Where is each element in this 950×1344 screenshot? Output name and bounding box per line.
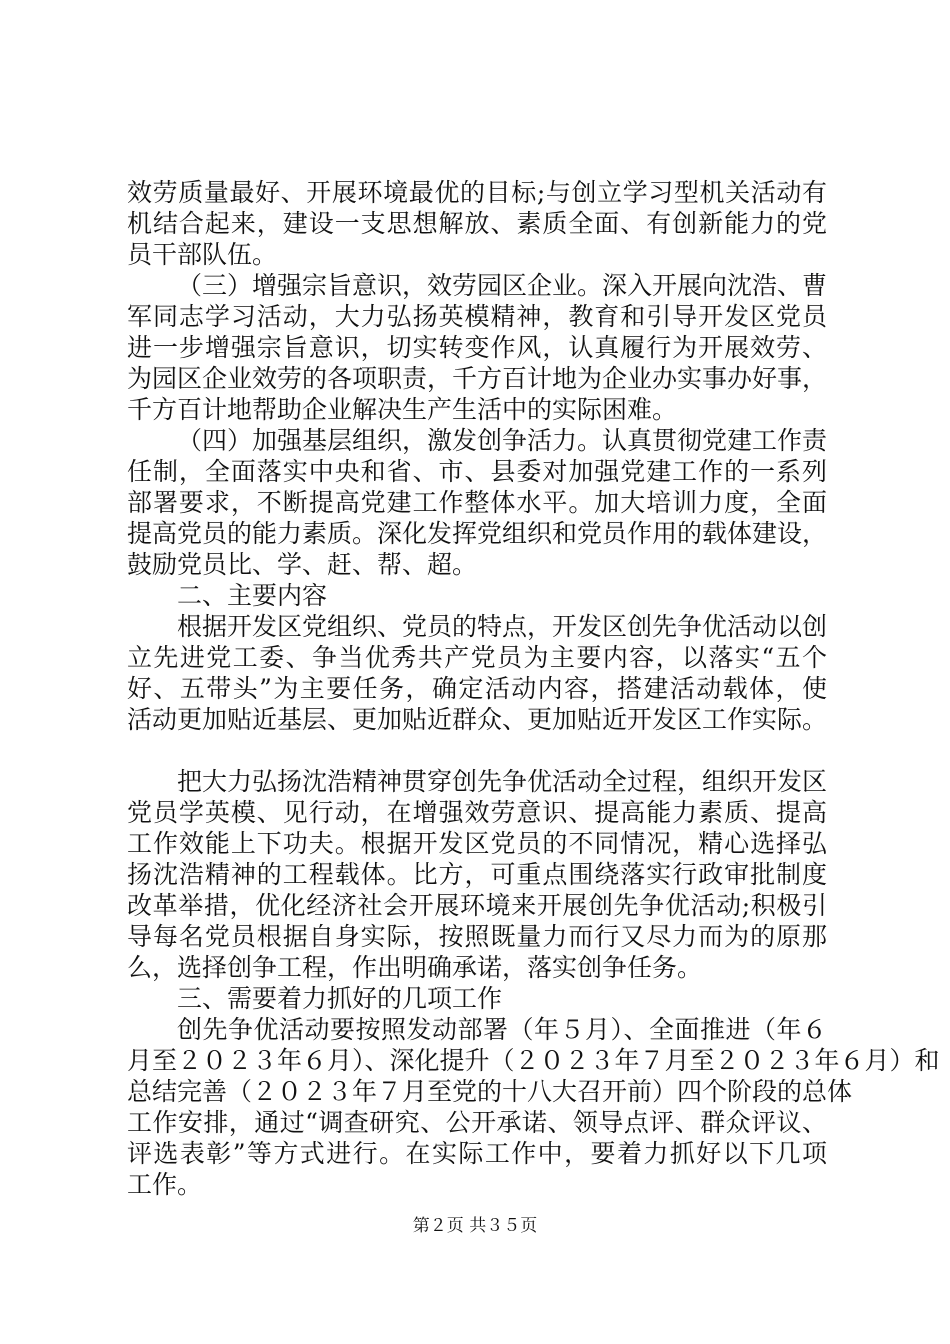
body-line-30: 工作安排，通过“调查研究、公开承诺、领导点评、群众评议、 <box>127 1108 827 1137</box>
body-line-16: 立先进党工委、争当优秀共产党员为主要内容，以落实“五个 <box>127 643 827 672</box>
body-line-21: 工作效能上下功夫。根据开发区党员的不同情况，精心选择弘 <box>127 829 827 858</box>
body-line-2: 机结合起来，建设一支思想解放、素质全面、有创新能力的党 <box>127 209 827 238</box>
body-line-5: 军同志学习活动，大力弘扬英模精神，教育和引导开发区党员 <box>127 302 827 331</box>
body-line-8: 千方百计地帮助企业解决生产生活中的实际困难。 <box>127 395 678 424</box>
body-line-17: 好、五带头”为主要任务，确定活动内容，搭建活动载体，使 <box>127 674 827 703</box>
body-line-31: 评选表彰”等方式进行。在实际工作中，要着力抓好以下几项 <box>127 1139 827 1168</box>
section-four-heading-line: （四）加强基层组织，激发创争活力。认真贯彻党建工作责 <box>177 426 828 455</box>
body-line-22: 扬沈浩精神的工程载体。比方，可重点围绕落实行政审批制度 <box>127 860 827 889</box>
page-footer <box>0 1215 950 1237</box>
body-line-11: 部署要求，不断提高党建工作整体水平。加大培训力度，全面 <box>127 488 827 517</box>
page-number-label: 第２页 共３５页 <box>412 1216 538 1236</box>
body-line-1: 效劳质量最好、开展环境最优的目标;与创立学习型机关活动有 <box>127 178 827 207</box>
body-line-18: 活动更加贴近基层、更加贴近群众、更加贴近开发区工作实际。 <box>127 705 828 734</box>
section-three-heading-line: （三）增强宗旨意识，效劳园区企业。深入开展向沈浩、曹 <box>177 271 828 300</box>
body-line-23: 改革举措，优化经济社会开展环境来开展创先争优活动;积极引 <box>127 891 827 920</box>
body-line-20: 党员学英模、见行动，在增强效劳意识、提高能力素质、提高 <box>127 798 827 827</box>
body-line-13: 鼓励党员比、学、赶、帮、超。 <box>127 550 478 579</box>
body-line-19: 把大力弘扬沈浩精神贯穿创先争优活动全过程，组织开发区 <box>177 767 828 796</box>
body-line-15: 根据开发区党组织、党员的特点，开发区创先争优活动以创 <box>177 612 828 641</box>
body-line-32: 工作。 <box>127 1170 203 1199</box>
body-line-6: 进一步增强宗旨意识，切实转变作风，认真履行为开展效劳、 <box>127 333 827 362</box>
heading-main-content: 二、主要内容 <box>177 581 328 610</box>
body-line-24: 导每名党员根据自身实际，按照既量力而行又尽力而为的原那 <box>127 922 827 951</box>
body-line-25: 么，选择创争工程，作出明确承诺，落实创争任务。 <box>127 953 703 982</box>
body-line-10: 任制，全面落实中央和省、市、县委对加强党建工作的一系列 <box>127 457 827 486</box>
body-line-28: 月至２０２３年６月）、深化提升（２０２３年７月至２０２３年６月）和 <box>127 1046 940 1075</box>
body-line-3: 员干部队伍。 <box>127 240 278 269</box>
body-line-12: 提高党员的能力素质。深化发挥党组织和党员作用的载体建设， <box>127 519 828 548</box>
body-line-27: 创先争优活动要按照发动部署（年５月）、全面推进（年６ <box>177 1015 827 1044</box>
heading-key-tasks: 三、需要着力抓好的几项工作 <box>177 984 503 1013</box>
body-line-29: 总结完善（２０２３年７月至党的十八大召开前）四个阶段的总体 <box>127 1077 853 1106</box>
body-line-7: 为园区企业效劳的各项职责，千方百计地为企业办实事办好事， <box>127 364 828 393</box>
